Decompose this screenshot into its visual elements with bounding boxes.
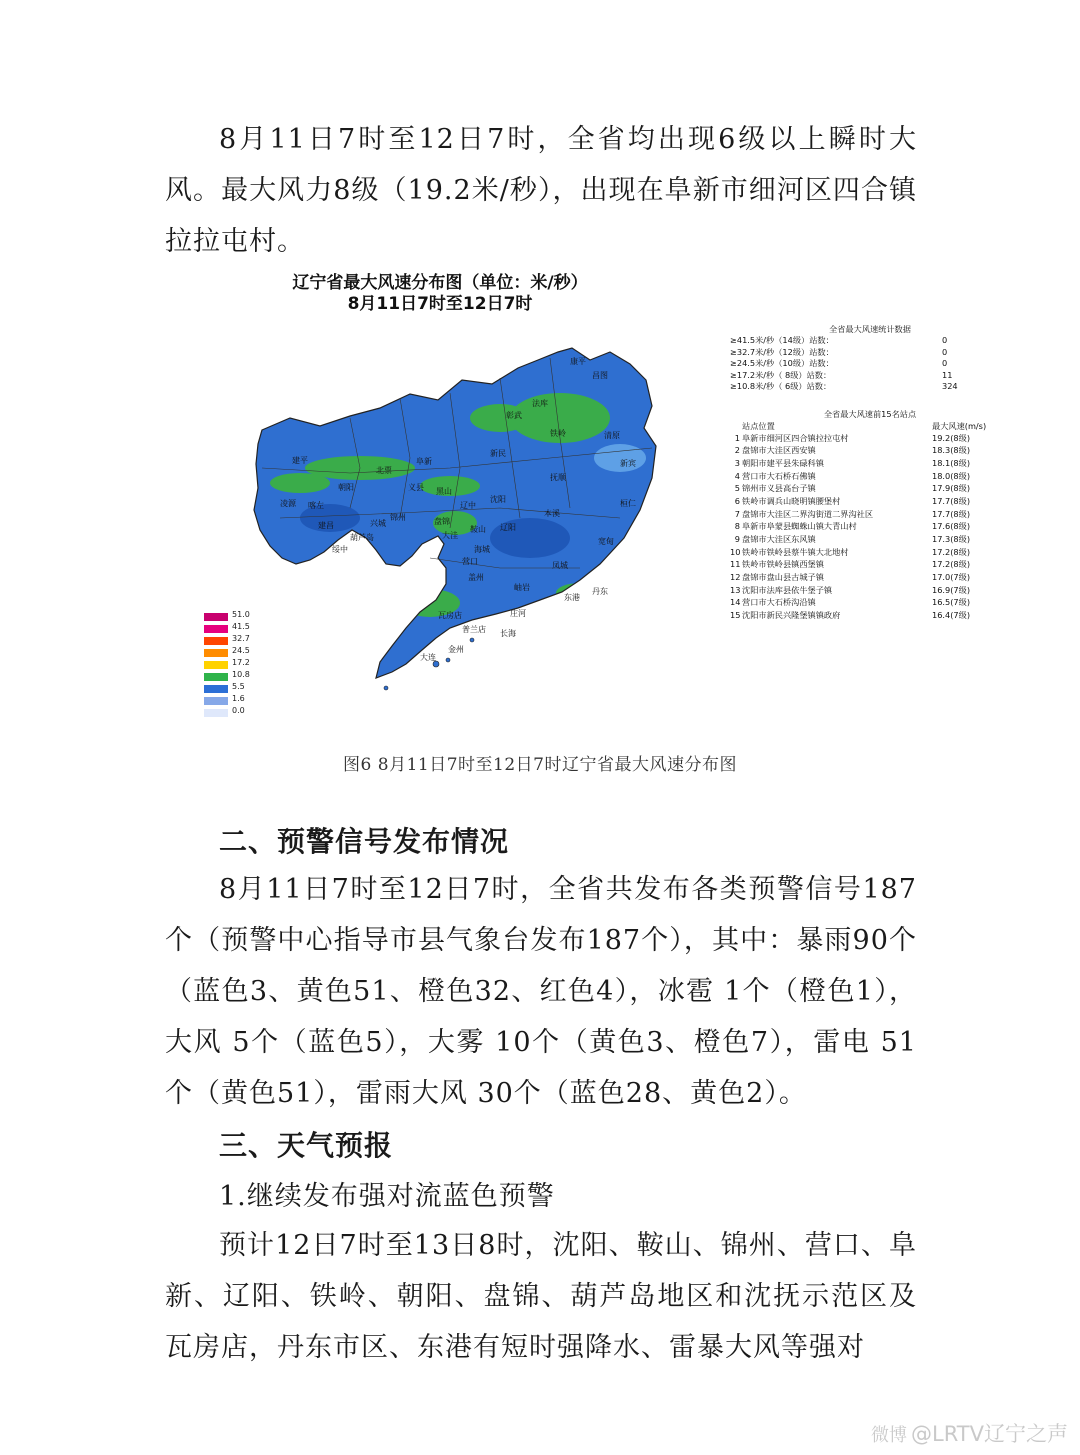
map-place-label: 岫岩 (514, 583, 530, 592)
map-place-label: 抚顺 (550, 473, 566, 482)
map-place-label: 宽甸 (598, 537, 614, 546)
map-place-label: 昌图 (592, 371, 608, 380)
top15-speed: 19.2(8级) (932, 432, 971, 443)
legend-item (204, 706, 264, 717)
paragraph-warnings: 8月11日7时至12日7时，全省共发布各类预警信号187个（预警中心指导市县气象台发布187个），其中：暴雨90个（蓝色3、黄色51、橙色32、红色4），冰雹 1个（橙色1），大风 5个（蓝色5），大雾 10个（黄色3、橙色7），雷电 51个（黄色51），雷雨大风 30个（蓝色28、黄色2）。 (165, 874, 917, 1109)
top15-row (730, 444, 1010, 457)
top15-station: 营口市大石桥沟沿镇 (742, 597, 816, 608)
top15-speed: 17.2(8级) (932, 559, 971, 570)
legend-item (204, 622, 264, 633)
legend-value: 51.0 (232, 610, 250, 619)
legend-item (204, 694, 264, 705)
top15-station: 阜新市阜蒙县蜘蛛山镇大青山村 (742, 521, 857, 532)
stats-rows (730, 335, 1010, 393)
top15-station: 铁岭市铁岭县镇西堡镇 (742, 559, 824, 570)
liaoning-wind-map (200, 268, 720, 728)
section-heading-forecast: 三、天气预报 (219, 1129, 394, 1162)
top15-speed: 16.4(7级) (932, 610, 971, 621)
top15-row (730, 571, 1010, 584)
legend-swatch (204, 661, 228, 669)
map-place-label: 新民 (490, 449, 506, 458)
paragraph-forecast: 预计12日7时至13日8时，沈阳、鞍山、锦州、营口、阜新、辽阳、铁岭、朝阳、盘锦、葫芦岛地区和沈抚示范区及瓦房店，丹东市区、东港有短时强降水、雷暴大风等强对 (165, 1230, 917, 1363)
top15-col-speed: 最大风速(m/s) (932, 420, 987, 431)
stats-panel (730, 323, 1010, 622)
map-place-label: 清原 (604, 431, 620, 440)
stats-row (730, 381, 1010, 393)
top15-station: 铁岭市调兵山晓明镇腰堡村 (742, 495, 841, 506)
figure-caption: 图6 8月11日7时至12日7时辽宁省最大风速分布图 (343, 755, 737, 775)
top15-rank: 13 (730, 584, 741, 595)
map-title-line2: 8月11日7时至12日7时 (347, 294, 533, 314)
top15-rank: 6 (734, 495, 740, 506)
top15-station: 盘锦市大洼区西安镇 (742, 445, 816, 456)
top15-rank: 2 (734, 445, 740, 456)
top15-station: 盘锦市大洼区东风镇 (742, 534, 816, 544)
legend-swatch (204, 709, 228, 717)
map-place-label: 长海 (500, 629, 516, 638)
stats-label: ≥24.5米/秒（10级）站数： (730, 358, 834, 368)
map-place-label: 凤城 (552, 561, 568, 570)
stats-value: 11 (942, 369, 953, 380)
top15-panel (730, 408, 1010, 622)
legend-item (204, 610, 264, 621)
map-place-label: 沈阳 (490, 495, 506, 504)
map-place-label: 新宾 (620, 459, 636, 468)
legend-swatch (204, 685, 228, 693)
map-place-label: 黑山 (436, 487, 452, 496)
top15-rank: 14 (730, 597, 741, 608)
subheading-convection-warning: 1.继续发布强对流蓝色预警 (219, 1181, 555, 1212)
map-place-label: 北票 (376, 466, 392, 475)
color-legend (204, 610, 264, 721)
map-place-label: 盖州 (468, 573, 484, 582)
top15-speed: 17.6(8级) (932, 521, 971, 532)
stats-value: 0 (942, 335, 948, 345)
stats-label: ≥41.5米/秒（14级）站数： (730, 335, 834, 345)
top15-station: 锦州市义县高台子镇 (742, 483, 816, 494)
map-place-label: 阜新 (416, 457, 432, 466)
stats-label: ≥17.2米/秒（ 8级）站数： (730, 369, 832, 380)
top15-row (730, 495, 1010, 508)
legend-value: 0.0 (232, 706, 245, 715)
legend-swatch (204, 697, 228, 705)
weibo-logo-icon: 微博 (871, 1425, 908, 1446)
map-place-label: 鞍山 (470, 525, 486, 534)
top15-rank: 11 (730, 559, 741, 570)
top15-header (730, 420, 1010, 432)
map-place-label: 兴城 (370, 519, 386, 528)
stats-row (730, 347, 1010, 359)
top15-speed: 17.7(8级) (932, 495, 971, 506)
map-place-label: 瓦房店 (438, 611, 462, 620)
top15-rank: 15 (730, 610, 741, 621)
top15-row (730, 546, 1010, 559)
legend-swatch (204, 625, 228, 633)
top15-row (730, 482, 1010, 495)
map-place-label: 庄河 (510, 609, 526, 618)
map-place-label: 金州 (448, 645, 464, 654)
map-place-label: 彰武 (506, 411, 522, 420)
map-place-label: 营口 (462, 557, 478, 566)
map-place-label: 绥中 (332, 545, 348, 554)
map-place-label: 本溪 (544, 509, 560, 518)
top15-rank: 3 (734, 457, 740, 468)
stats-label: ≥10.8米/秒（ 6级）站数： (730, 381, 832, 391)
map-place-label: 建昌 (318, 521, 334, 530)
top15-speed: 17.3(8级) (932, 534, 971, 544)
legend-item (204, 670, 264, 681)
legend-swatch (204, 637, 228, 645)
map-place-label: 东港 (564, 593, 580, 602)
stats-label: ≥32.7米/秒（12级）站数： (730, 346, 834, 357)
top15-row (730, 609, 1010, 622)
stats-row (730, 358, 1010, 370)
watermark-text: @LRTV辽宁之声 (911, 1422, 1068, 1446)
top15-station: 朝阳市建平县朱碌科镇 (742, 457, 824, 468)
top15-speed: 17.9(8级) (932, 483, 971, 494)
map-place-label: 盘锦 (434, 517, 450, 526)
top15-station: 营口市大石桥石佛镇 (742, 470, 816, 481)
top15-row (730, 432, 1010, 445)
stats-value: 0 (942, 346, 948, 357)
top15-station: 铁岭市铁岭县蔡牛镇大北地村 (742, 546, 849, 557)
top15-station: 阜新市细河区四合镇拉拉屯村 (742, 432, 849, 443)
map-place-label: 桓仁 (620, 499, 636, 508)
map-place-label: 喀左 (308, 501, 324, 510)
stats-value: 324 (942, 381, 958, 391)
paragraph-wind-summary: 8月11日7时至12日7时，全省均出现6级以上瞬时大风。最大风力8级（19.2米/秒），出现在阜新市细河区四合镇拉拉屯村。 (165, 124, 917, 257)
legend-value: 1.6 (232, 694, 245, 703)
watermark (871, 1418, 1068, 1448)
stats-value: 0 (942, 358, 948, 368)
top15-row (730, 508, 1010, 521)
map-place-label: 法库 (532, 399, 548, 408)
top15-row (730, 584, 1010, 597)
legend-swatch (204, 613, 228, 621)
top15-col-location: 站点位置 (742, 420, 775, 431)
top15-title: 全省最大风速前15名站点 (823, 408, 917, 419)
top15-speed: 18.0(8级) (932, 470, 971, 481)
legend-swatch (204, 649, 228, 657)
top15-station: 盘锦市大洼区二界沟街道二界沟社区 (742, 508, 874, 519)
top15-station: 沈阳市法库县依牛堡子镇 (742, 584, 833, 595)
top15-speed: 17.2(8级) (932, 546, 971, 557)
legend-value: 10.8 (232, 670, 250, 679)
top15-rows (730, 432, 1010, 622)
map-place-label: 义县 (408, 483, 424, 492)
top15-speed: 18.3(8级) (932, 445, 971, 456)
top15-row (730, 520, 1010, 533)
map-place-label: 大连 (420, 653, 436, 662)
legend-item (204, 634, 264, 645)
map-place-label: 葫芦岛 (350, 533, 374, 542)
map-place-label: 铁岭 (550, 429, 566, 438)
top15-speed: 16.5(7级) (932, 597, 971, 608)
stats-title: 全省最大风速统计数据 (829, 324, 911, 334)
top15-speed: 16.9(7级) (932, 584, 971, 595)
legend-value: 41.5 (232, 622, 250, 631)
top15-row (730, 470, 1010, 483)
top15-rank: 5 (734, 483, 740, 494)
stats-row (730, 370, 1010, 382)
legend-item (204, 682, 264, 693)
top15-rank: 9 (734, 534, 740, 544)
map-place-label: 康平 (570, 357, 586, 366)
top15-rank: 1 (734, 432, 740, 443)
legend-value: 17.2 (232, 658, 250, 667)
wind-speed-figure (200, 268, 1015, 728)
top15-speed: 18.1(8级) (932, 457, 971, 468)
legend-value: 5.5 (232, 682, 245, 691)
top15-speed: 17.0(7级) (932, 572, 971, 583)
map-place-label: 朝阳 (338, 483, 354, 492)
map-place-label: 大洼 (442, 531, 458, 540)
section-heading-warnings: 二、预警信号发布情况 (219, 825, 510, 858)
top15-speed: 17.7(8级) (932, 508, 971, 519)
map-place-label: 海城 (474, 545, 490, 554)
top15-station: 盘锦市盘山县古城子镇 (742, 572, 824, 583)
top15-row (730, 596, 1010, 609)
map-place-label: 凌源 (280, 499, 296, 508)
top15-rank: 7 (734, 508, 740, 519)
map-place-label: 辽阳 (500, 523, 516, 532)
map-place-label: 普兰店 (462, 625, 486, 634)
top15-row (730, 457, 1010, 470)
legend-item (204, 658, 264, 669)
legend-value: 24.5 (232, 646, 250, 655)
top15-station: 沈阳市新民兴隆堡镇镇政府 (742, 610, 841, 621)
top15-row (730, 558, 1010, 571)
map-place-label: 锦州 (390, 513, 406, 522)
stats-row (730, 335, 1010, 347)
top15-rank: 8 (734, 521, 740, 532)
map-place-label: 丹东 (592, 587, 608, 596)
top15-rank: 4 (734, 470, 740, 481)
map-place-label: 辽中 (460, 501, 476, 510)
map-place-label: 建平 (292, 456, 308, 465)
legend-swatch (204, 673, 228, 681)
legend-value: 32.7 (232, 634, 250, 643)
top15-rank: 10 (730, 546, 741, 557)
map-land-fill (240, 338, 680, 688)
top15-rank: 12 (730, 572, 741, 583)
legend-item (204, 646, 264, 657)
top15-row (730, 533, 1010, 546)
map-title-line1: 辽宁省最大风速分布图（单位：米/秒） (292, 273, 588, 293)
